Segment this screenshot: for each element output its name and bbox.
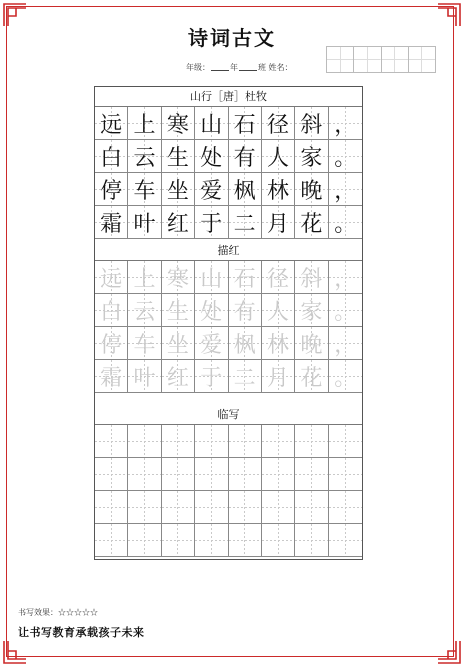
year-label: 年 [230,63,238,72]
character-cell: 云 [128,294,161,327]
character-cell: 。 [329,294,362,327]
character-cell: 白 [95,140,128,173]
writing-cell[interactable] [162,458,195,491]
writing-cell[interactable] [128,524,161,557]
character-cell: 石 [229,261,262,294]
character-cell: 叶 [128,206,161,239]
character-cell: 二 [229,360,262,393]
character-cell: 霜 [95,206,128,239]
name-cell[interactable] [353,46,381,73]
writing-cell[interactable] [195,425,228,458]
grid-row [95,360,362,393]
copying-header: 临写 [95,405,362,425]
grid-row [95,524,362,557]
character-cell: 上 [128,261,161,294]
writing-cell[interactable] [295,491,328,524]
character-cell: 花 [295,206,328,239]
character-cell: ， [329,327,362,360]
rating-label: 书写效果：☆☆☆☆☆ [18,608,98,617]
corner-ornament-bottom-left [2,639,28,665]
grid-row [95,261,362,294]
writing-cell[interactable] [262,491,295,524]
character-cell: 月 [262,206,295,239]
character-cell: 上 [128,107,161,140]
grid-row [95,206,362,239]
writing-cell[interactable] [229,491,262,524]
character-cell: 晚 [295,327,328,360]
poem-header: 山行［唐］杜牧 [95,87,362,107]
character-cell: 车 [128,173,161,206]
writing-cell[interactable] [262,524,295,557]
character-cell: 有 [229,294,262,327]
character-cell: 斜 [295,107,328,140]
writing-cell[interactable] [195,491,228,524]
character-cell: 二 [229,206,262,239]
character-cell: 坐 [162,173,195,206]
name-cell[interactable] [381,46,409,73]
character-cell: 林 [262,327,295,360]
character-cell: 斜 [295,261,328,294]
writing-cell[interactable] [195,458,228,491]
character-cell: 晚 [295,173,328,206]
character-cell: 石 [229,107,262,140]
grade-label: 年级： [186,63,210,72]
character-cell: 人 [262,294,295,327]
writing-cell[interactable] [95,425,128,458]
character-cell: 处 [195,294,228,327]
character-cell: ， [329,261,362,294]
writing-cell[interactable] [128,425,161,458]
grid-row [95,458,362,491]
writing-cell[interactable] [162,524,195,557]
writing-cell[interactable] [95,458,128,491]
practice-sheet [94,86,363,560]
writing-cell[interactable] [295,524,328,557]
student-info [186,62,293,73]
name-cell[interactable] [326,46,354,73]
character-cell: 爱 [195,173,228,206]
character-cell: 远 [95,107,128,140]
writing-cell[interactable] [295,425,328,458]
character-cell: 叶 [128,360,161,393]
writing-cell[interactable] [295,458,328,491]
writing-cell[interactable] [229,458,262,491]
character-cell: 家 [295,294,328,327]
character-cell: 花 [295,360,328,393]
character-cell: 。 [329,140,362,173]
grid-row [95,425,362,458]
character-cell: 枫 [229,173,262,206]
grade-blank[interactable] [211,70,229,71]
writing-cell[interactable] [195,524,228,557]
character-cell: 枫 [229,327,262,360]
grid-row [95,140,362,173]
character-cell: ， [329,173,362,206]
writing-cell[interactable] [128,458,161,491]
character-cell: 寒 [162,107,195,140]
grid-row [95,327,362,360]
writing-cell[interactable] [329,491,362,524]
writing-cell[interactable] [95,524,128,557]
writing-cell[interactable] [329,458,362,491]
writing-cell[interactable] [262,458,295,491]
character-cell: 于 [195,360,228,393]
character-cell: 霜 [95,360,128,393]
character-cell: 林 [262,173,295,206]
page-title: 诗词古文 [188,26,276,50]
character-cell: 人 [262,140,295,173]
class-blank[interactable] [239,70,257,71]
character-cell: 。 [329,360,362,393]
character-cell: 径 [262,261,295,294]
corner-ornament-bottom-right [436,639,462,665]
name-cell[interactable] [408,46,436,73]
character-cell: 山 [195,107,228,140]
character-cell: 红 [162,360,195,393]
character-cell: 车 [128,327,161,360]
character-cell: ， [329,107,362,140]
writing-cell[interactable] [162,491,195,524]
writing-cell[interactable] [162,425,195,458]
tracing-header: 描红 [95,241,362,261]
character-cell: 于 [195,206,228,239]
character-cell: 云 [128,140,161,173]
writing-cell[interactable] [329,425,362,458]
character-cell: 停 [95,327,128,360]
character-cell: 。 [329,206,362,239]
writing-cell[interactable] [329,524,362,557]
character-cell: 红 [162,206,195,239]
character-cell: 有 [229,140,262,173]
writing-cell[interactable] [262,425,295,458]
character-cell: 停 [95,173,128,206]
footer-slogan: 让书写教育承载孩子未来 [18,626,145,639]
grid-row [95,491,362,524]
character-cell: 生 [162,294,195,327]
character-cell: 寒 [162,261,195,294]
writing-cell[interactable] [128,491,161,524]
character-cell: 月 [262,360,295,393]
grid-row [95,294,362,327]
grid-row [95,107,362,140]
character-cell: 远 [95,261,128,294]
character-cell: 坐 [162,327,195,360]
name-label: 姓名： [268,63,293,72]
character-cell: 径 [262,107,295,140]
character-cell: 爱 [195,327,228,360]
class-label: 班 [258,63,266,72]
character-cell: 处 [195,140,228,173]
character-cell: 山 [195,261,228,294]
character-cell: 白 [95,294,128,327]
writing-cell[interactable] [95,491,128,524]
character-cell: 生 [162,140,195,173]
writing-cell[interactable] [229,425,262,458]
character-cell: 家 [295,140,328,173]
name-grid[interactable] [327,46,436,73]
writing-cell[interactable] [229,524,262,557]
grid-row [95,173,362,206]
